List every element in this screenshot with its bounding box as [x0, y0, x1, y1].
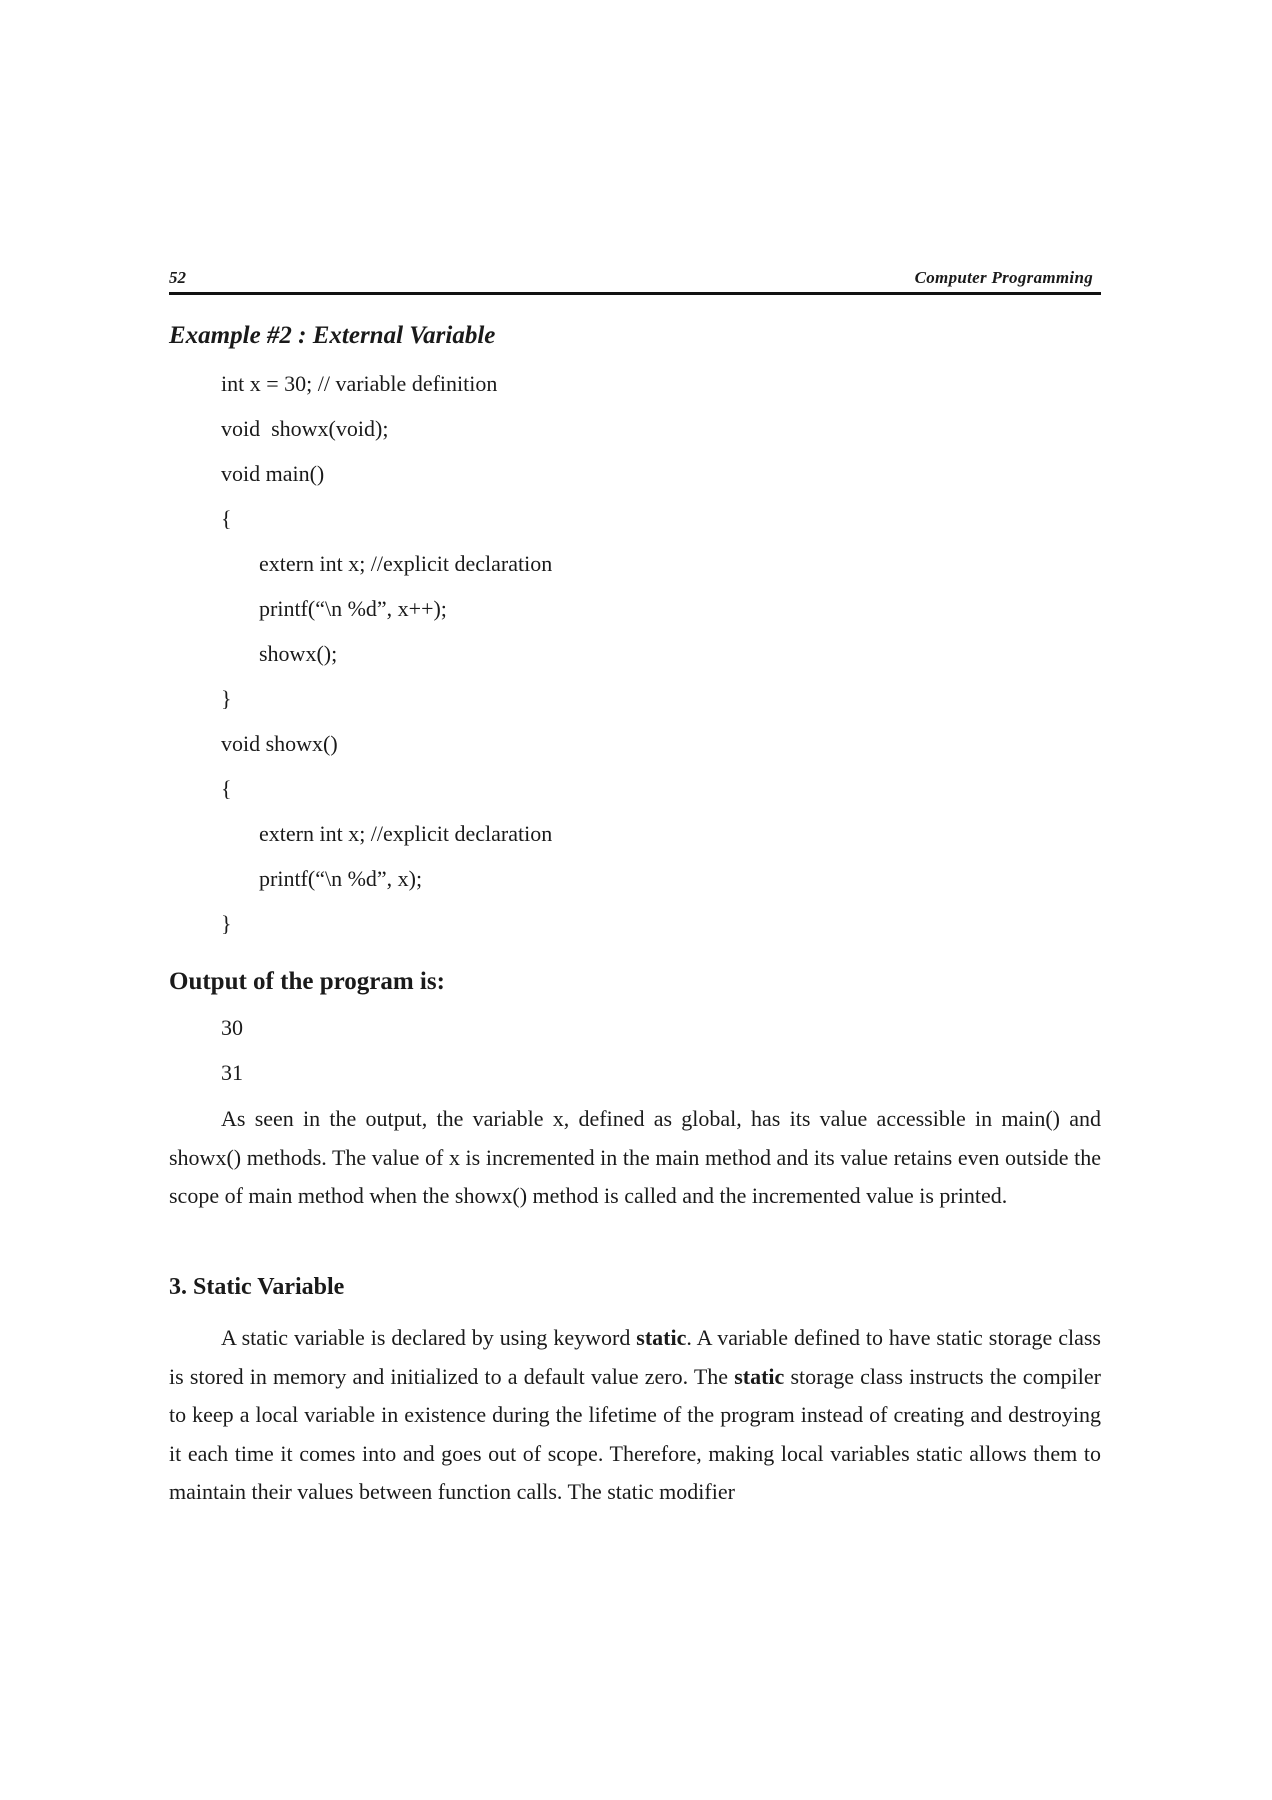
keyword-static: static	[636, 1325, 687, 1350]
code-line: void showx()	[221, 731, 338, 756]
output-line: 31	[221, 1060, 243, 1085]
code-line: {	[221, 506, 232, 531]
explanation-paragraph: As seen in the output, the variable x, defined as global, has its value accessible in main() and showx() methods. The value of x is incremented in the main method and its value retains even outside the scope of main method when the showx() method is called and the incremented value is printed.	[169, 1106, 1101, 1208]
code-line: }	[221, 686, 232, 711]
code-line: printf(“\n %d”, x++);	[259, 596, 447, 621]
static-variable-paragraph	[169, 1319, 1101, 1512]
code-block	[221, 366, 552, 951]
output-heading: Output of the program is:	[169, 968, 445, 995]
code-line: showx();	[259, 641, 338, 666]
page-number: 52	[169, 268, 186, 287]
paragraph-text: . A variable defined to have static storage class is stored in memory and initialized to a default value zero. The	[169, 1325, 1101, 1389]
document-page	[169, 0, 1101, 1800]
code-line: void main()	[221, 461, 325, 486]
running-title: Computer Programming	[914, 268, 1093, 287]
code-line: extern int x; //explicit declaration	[259, 551, 553, 576]
code-line: printf(“\n %d”, x);	[259, 866, 423, 891]
code-line: {	[221, 776, 232, 801]
paragraph-text: A static variable is declared by using keyword	[221, 1325, 637, 1350]
output-line: 30	[221, 1015, 243, 1040]
output-block	[221, 1010, 243, 1100]
keyword-static: static	[734, 1363, 785, 1389]
section-heading: 3. Static Variable	[169, 1274, 345, 1300]
code-line: extern int x; //explicit declaration	[259, 821, 553, 846]
code-line: void showx(void);	[221, 416, 389, 441]
code-line: int x = 30; // variable definition	[221, 371, 498, 396]
example-heading: Example #2 : External Variable	[169, 322, 496, 349]
paragraph-text: storage class instructs the compiler to keep a local variable in existence during the lifetime of the program instead of creating and destroying it each time it comes into and goes out of scope. Therefore, making local variables static allows them to maintain their values between function calls. The static modifier	[169, 1363, 1101, 1504]
code-line: }	[221, 911, 232, 936]
page-header	[169, 264, 1101, 295]
